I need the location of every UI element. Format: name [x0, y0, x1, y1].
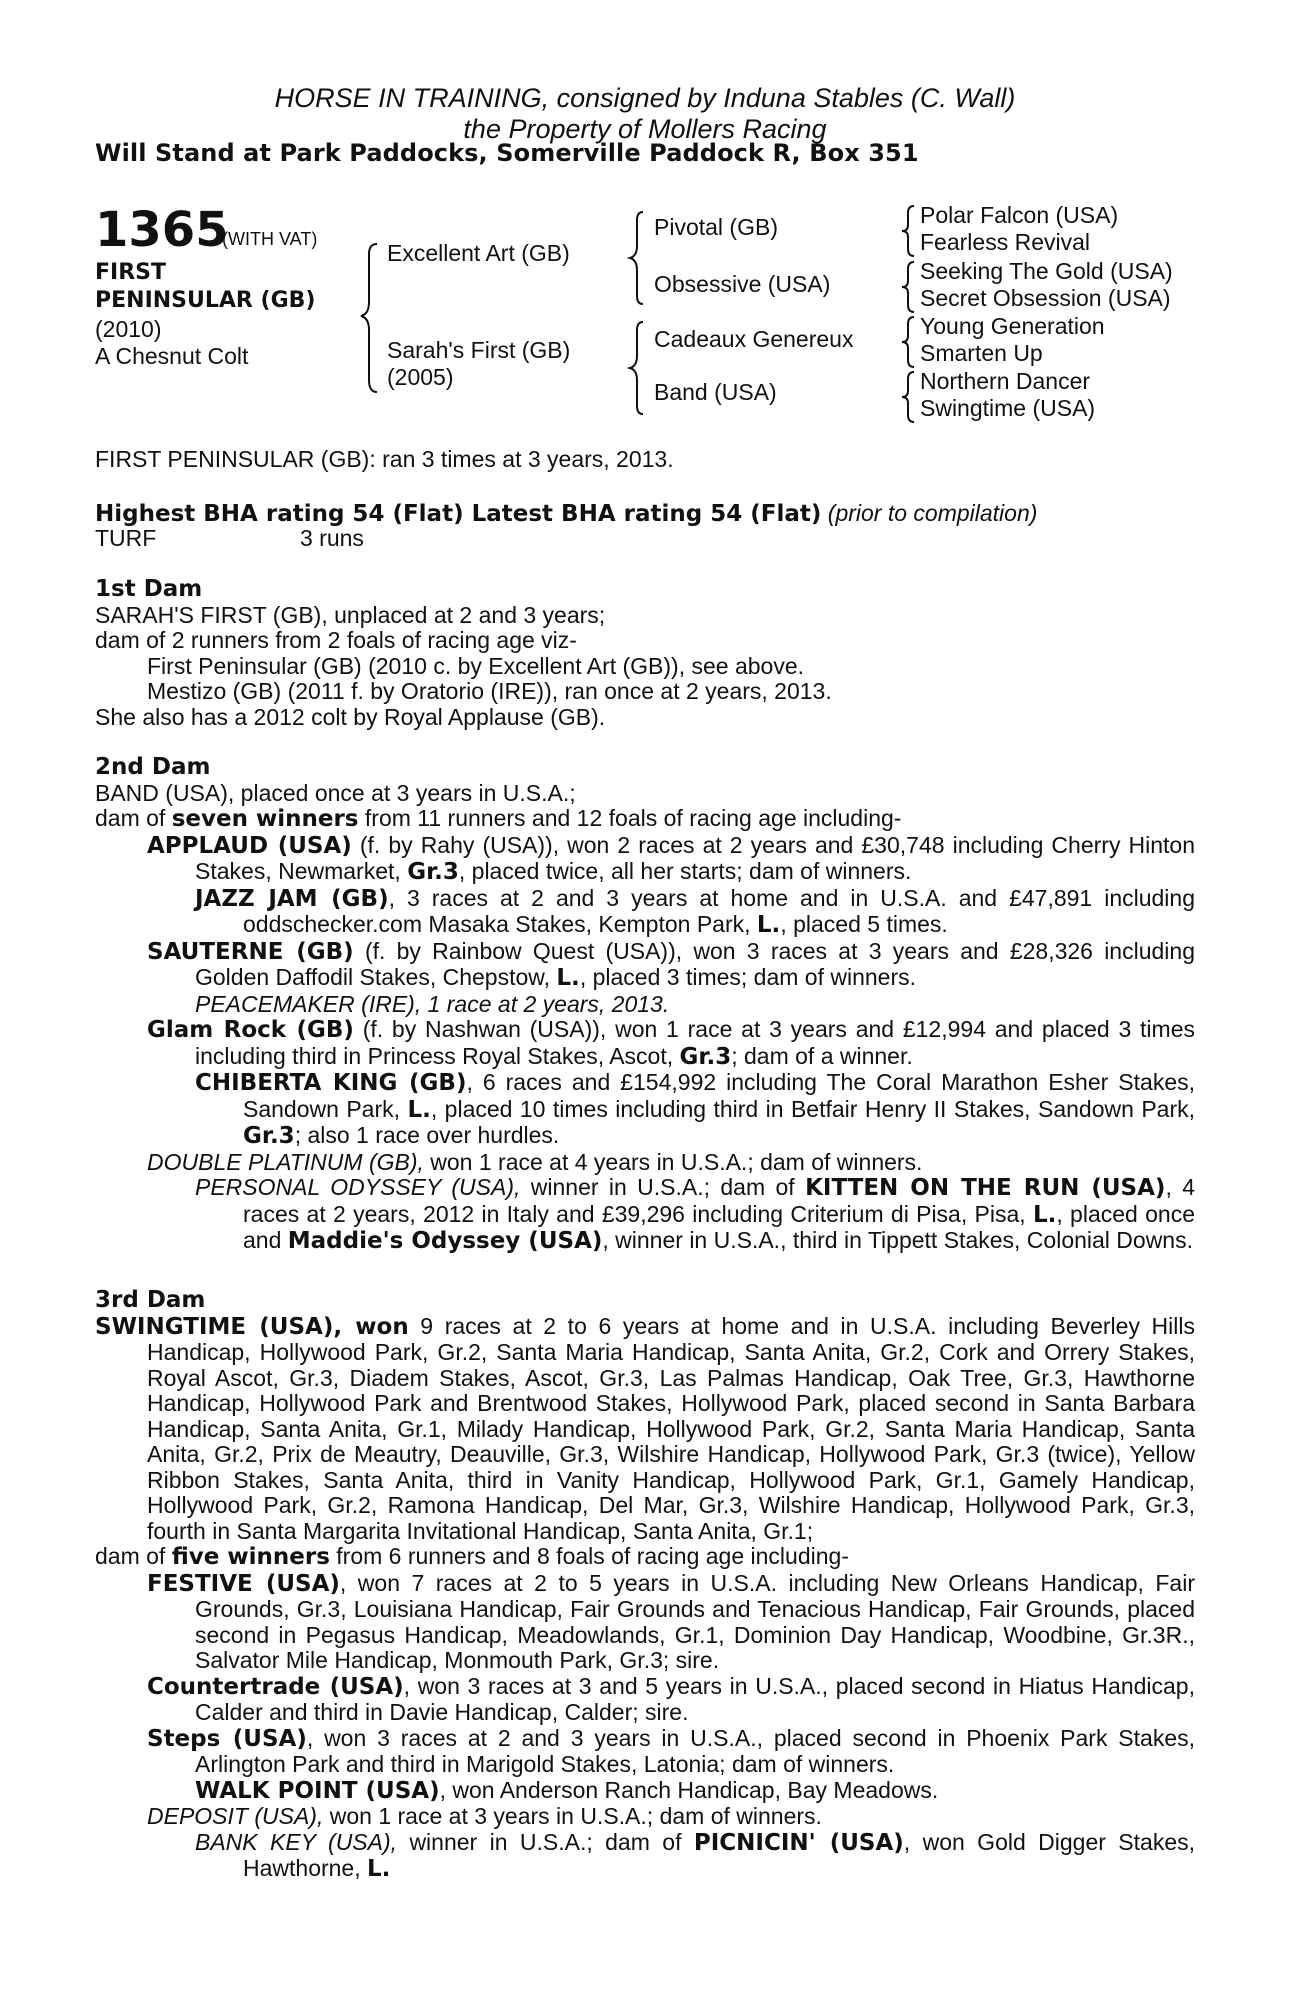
- grade: L.: [556, 965, 580, 991]
- dam-year: (2005): [387, 364, 454, 390]
- produce-applaud: [147, 833, 1195, 886]
- horse-name: Steps (USA): [147, 1725, 307, 1752]
- text: won 1 race at 3 years in U.S.A.; dam of winners.: [323, 1803, 822, 1829]
- horse-name: WALK POINT (USA): [195, 1777, 440, 1804]
- foaling-year: (2010): [95, 316, 162, 342]
- text: dam of: [95, 805, 172, 831]
- pedigree-brace-5: [898, 259, 920, 315]
- produce-chiberta-king: [195, 1070, 1195, 1150]
- horse-name: JAZZ JAM (GB): [195, 885, 389, 912]
- grade: Gr.3: [407, 859, 459, 885]
- rating-line: [95, 501, 1037, 528]
- pedigree-brace-3: [625, 318, 655, 418]
- produce-steps: [147, 1726, 1195, 1778]
- horse-name: KITTEN ON THE RUN (USA): [805, 1175, 1166, 1201]
- text: winner in U.S.A.; dam of: [520, 1174, 806, 1200]
- produce-item: First Peninsular (GB) (2010 c. by Excellent Art (GB)), see above.: [147, 652, 805, 679]
- produce-personal-odyssey: [195, 1175, 1195, 1255]
- text: , 3 races at 2 and 3 years at home and in U.S.A. and £47,891 including oddschecker.com Masaka Stakes, Kempton Park,: [243, 884, 1195, 937]
- granddam-1: Fearless Revival: [920, 229, 1090, 255]
- dam-sire: Cadeaux Genereux: [654, 326, 854, 352]
- text: 9 races at 2 to 6 years at home and in U.S.A. including Beverley Hills Handicap, Hollywood Park, Gr.2, Santa Maria Handicap, Santa Anita, Gr.2, Cork and Orrery Stakes, Royal Ascot, Gr.3, Diadem Stakes, Ascot, Gr.3, Las Palmas Handicap, Oak Tree, Gr.3, Hawthorne Handicap, Hollywood Park and Brentwood Stakes, Hollywood Park, placed second in Santa Barbara Handicap, Santa Anita, Gr.1, Milady Handicap, Hollywood Park, Gr.2, Santa Maria Handicap, Santa Anita, Gr.2, Prix de Meautry, Deauville, Gr.3, Wilshire Handicap, Hollywood Park, Gr.3 (twice), Yellow Ribbon Stakes, Santa Anita, third in Vanity Handicap, Hollywood Park, Gr.1, Gamely Handicap, Hollywood Park, Gr.2, Ramona Handicap, Del Mar, Gr.3, Wilshire Handicap, Hollywood Park, Gr.3, fourth in Santa Margarita Invitational Handicap, Santa Anita, Gr.1;: [147, 1312, 1195, 1544]
- produce-bank-key: [195, 1830, 1195, 1883]
- surface-runs: 3 runs: [300, 525, 364, 551]
- produce-sauterne: [147, 939, 1195, 992]
- text: , placed once and: [243, 1200, 1195, 1253]
- first-dam-heading: 1st Dam: [95, 576, 203, 602]
- horse-name: SAUTERNE (GB): [147, 938, 354, 965]
- sire: Excellent Art (GB): [387, 240, 570, 266]
- consignor-line: HORSE IN TRAINING, consigned by Induna Stables (C. Wall): [274, 83, 1016, 113]
- owner-line: the Property of Mollers Racing: [463, 114, 827, 144]
- text: winner in U.S.A.; dam of: [397, 1828, 694, 1855]
- first-dam-note: She also has a 2012 colt by Royal Applause (GB).: [95, 703, 606, 730]
- grandsire-2: Seeking The Gold (USA): [920, 258, 1173, 284]
- produce-double-platinum: [147, 1150, 1195, 1176]
- produce-peacemaker: PEACEMAKER (IRE), 1 race at 2 years, 2013.: [195, 990, 670, 1017]
- location-line: Will Stand at Park Paddocks, Somerville Paddock R, Box 351: [95, 139, 919, 167]
- second-dam-line: BAND (USA), placed once at 3 years in U.S.A.;: [95, 779, 576, 806]
- horse-name: [95, 259, 315, 315]
- produce-glam-rock: [147, 1017, 1195, 1070]
- text: won 1 race at 4 years in U.S.A.; dam of winners.: [423, 1148, 923, 1175]
- text: , 6 races and £154,992 including The Coral Marathon Esher Stakes, Sandown Park,: [243, 1069, 1195, 1122]
- horse-name: Countertrade (USA): [147, 1673, 404, 1700]
- second-dam-heading: 2nd Dam: [95, 754, 211, 780]
- horse-name-line2: PENINSULAR (GB): [95, 288, 316, 313]
- grade: Gr.3: [679, 1043, 732, 1070]
- pedigree-brace-2: [625, 208, 655, 308]
- produce-item: Mestizo (GB) (2011 f. by Oratorio (IRE)), ran once at 2 years, 2013.: [147, 678, 832, 704]
- text: , won 7 races at 2 to 5 years in U.S.A. including New Orleans Handicap, Fair Grounds, Gr.3, Louisiana Handicap, Fair Grounds and Tenacious Handicap, Fair Grounds, placed second in Pegasus Handicap, Meadowlands, Gr.1, Dominion Day Handicap, Woodbine, Gr.3R., Salvator Mile Handicap, Monmouth Park, Gr.3; sire.: [195, 1569, 1195, 1673]
- horse-name: FESTIVE (USA): [147, 1570, 340, 1597]
- text: , placed 3 times; dam of winners.: [579, 964, 917, 990]
- text: , won 3 races at 3 and 5 years in U.S.A., placed second in Hiatus Handicap, Calder and third in Davie Handicap, Calder; sire.: [195, 1672, 1195, 1725]
- grade: L.: [367, 1856, 391, 1882]
- first-dam-line: SARAH'S FIRST (GB), unplaced at 2 and 3 years;: [95, 601, 606, 628]
- text: , placed 10 times including third in Betfair Henry II Stakes, Sandown Park,: [430, 1095, 1195, 1122]
- third-dam-line: [95, 1314, 1195, 1545]
- race-record: FIRST PENINSULAR (GB): ran 3 times at 3 years, 2013.: [95, 446, 674, 472]
- horse-name: BANK KEY (USA),: [195, 1828, 398, 1855]
- text: , won Anderson Ranch Handicap, Bay Meadows.: [439, 1776, 939, 1803]
- first-dam-produce: dam of 2 runners from 2 foals of racing age viz-: [95, 627, 577, 653]
- horse-name: CHIBERTA KING (GB): [195, 1070, 467, 1096]
- dam: Sarah's First (GB): [387, 337, 571, 363]
- text: from 11 runners and 12 foals of racing age including-: [358, 805, 902, 831]
- text: ; dam of a winner.: [731, 1042, 913, 1069]
- text: , winner in U.S.A., third in Tippett Stakes, Colonial Downs.: [602, 1227, 1193, 1253]
- first-dam-section: [95, 577, 1195, 730]
- third-dam-heading: 3rd Dam: [95, 1287, 206, 1313]
- third-dam-produce: [95, 1544, 1195, 1571]
- second-dam-produce: [95, 806, 1195, 833]
- grandsire-3: Young Generation: [920, 313, 1105, 339]
- text: , won 3 races at 2 and 3 years in U.S.A., placed second in Phoenix Park Stakes, Arlington Park and third in Marigold Stakes, Latonia; dam of winners.: [195, 1724, 1195, 1777]
- horse-name: Maddie's Odyssey (USA): [287, 1228, 603, 1254]
- horse-description: A Chesnut Colt: [95, 343, 249, 369]
- horse-name: Glam Rock (GB): [147, 1017, 354, 1043]
- pedigree-brace-6: [898, 314, 920, 370]
- text: dam of: [95, 1543, 172, 1569]
- text: (f. by Rahy (USA)), won 2 races at 2 years and £30,748 including Cherry Hinton Stakes, Newmarket,: [195, 831, 1195, 884]
- horse-name: APPLAUD (USA): [147, 832, 352, 859]
- horse-name: DEPOSIT (USA),: [147, 1803, 324, 1829]
- horse-name-line1: FIRST: [95, 260, 167, 285]
- grade: Gr.3: [243, 1123, 295, 1149]
- pedigree-brace-4: [898, 203, 920, 259]
- grandsire-1: Polar Falcon (USA): [920, 202, 1119, 228]
- text: , 4 races at 2 years, 2012 in Italy and £39,296 including Criterium di Pisa, Pisa,: [243, 1174, 1195, 1227]
- granddam-3: Smarten Up: [920, 340, 1043, 366]
- vat-label: (WITH VAT): [222, 229, 318, 249]
- winners-count: seven winners: [171, 806, 359, 832]
- text: (f. by Nashwan (USA)), won 1 race at 3 years and £12,994 and placed 3 times including third in Princess Royal Stakes, Ascot,: [195, 1016, 1195, 1069]
- rating-values: Highest BHA rating 54 (Flat) Latest BHA rating 54 (Flat): [95, 501, 822, 527]
- horse-name: PERSONAL ODYSSEY (USA),: [195, 1174, 521, 1200]
- grade: L.: [407, 1096, 431, 1123]
- text: , placed 5 times.: [780, 911, 948, 937]
- produce-festive: [147, 1571, 1195, 1674]
- third-dam-section: [95, 1288, 1195, 1883]
- surface-label: TURF: [95, 525, 157, 551]
- lot-number: 1365: [95, 202, 229, 258]
- horse-name: DOUBLE PLATINUM (GB),: [147, 1148, 424, 1175]
- second-dam-section: [95, 755, 1195, 1255]
- winners-count: five winners: [171, 1544, 330, 1570]
- produce-jazz-jam: [195, 886, 1195, 939]
- text: ; also 1 race over hurdles.: [294, 1122, 560, 1148]
- produce-walk-point: [195, 1778, 1195, 1805]
- horse-name: SWINGTIME (USA), won: [95, 1313, 409, 1340]
- produce-deposit: [147, 1804, 1195, 1830]
- text: , won Gold Digger Stakes, Hawthorne,: [243, 1828, 1196, 1881]
- text: (f. by Rainbow Quest (USA)), won 3 races at 3 years and £28,326 including Golden Daffodil Stakes, Chepstow,: [195, 937, 1195, 990]
- horse-meta: [95, 316, 248, 370]
- dam-dam: Band (USA): [654, 379, 777, 405]
- text: from 6 runners and 8 foals of racing age including-: [329, 1543, 849, 1569]
- produce-countertrade: [147, 1674, 1195, 1726]
- grade: L.: [1032, 1201, 1057, 1228]
- text: , placed twice, all her starts; dam of winners.: [458, 858, 912, 884]
- horse-name: PICNICIN' (USA): [693, 1829, 904, 1856]
- sire-sire: Pivotal (GB): [654, 214, 778, 240]
- granddam-4: Swingtime (USA): [920, 395, 1096, 421]
- pedigree-brace-7: [898, 369, 920, 425]
- rating-note: (prior to compilation): [827, 500, 1038, 526]
- granddam-2: Secret Obsession (USA): [920, 285, 1171, 311]
- grandsire-4: Northern Dancer: [920, 368, 1091, 394]
- grade: L.: [756, 912, 781, 938]
- sire-dam: Obsessive (USA): [654, 271, 831, 297]
